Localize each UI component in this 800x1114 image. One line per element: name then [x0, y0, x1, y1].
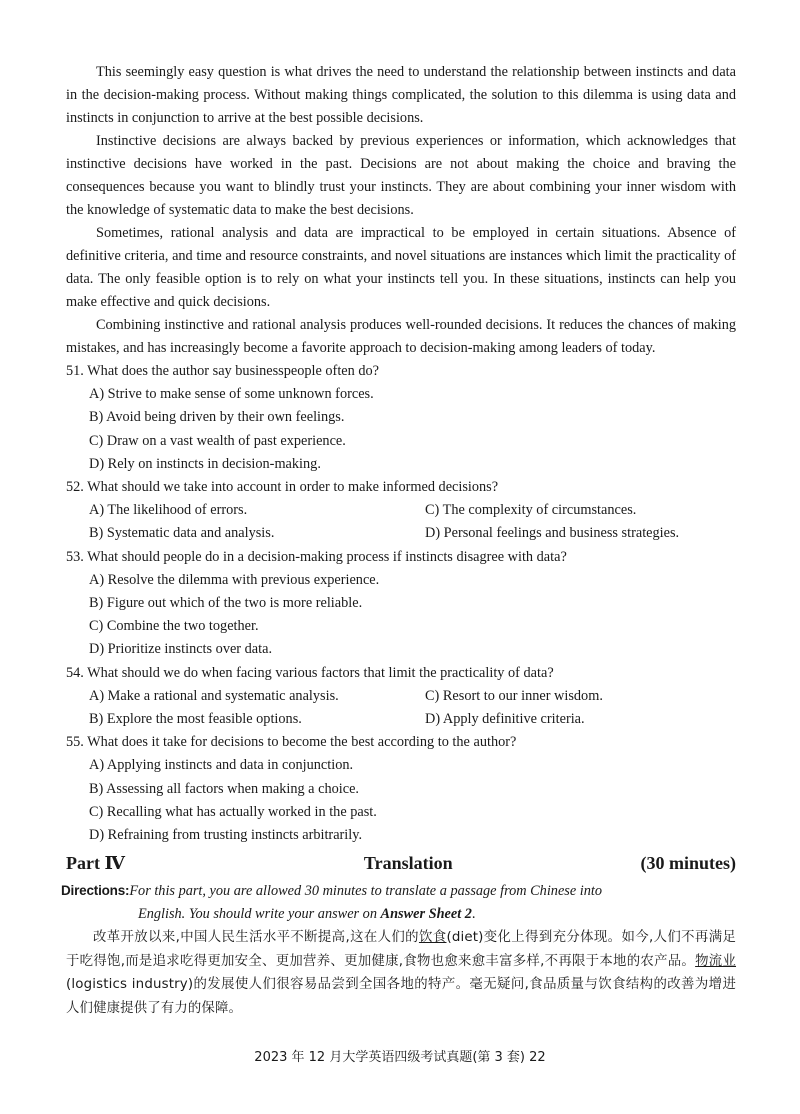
option-a: A) Applying instincts and data in conjunction.	[89, 757, 354, 774]
question-53	[66, 546, 736, 662]
option-row	[66, 685, 736, 708]
option-d: D) Rely on instincts in decision-making.	[89, 455, 321, 472]
option-b: B) Assessing all factors when making a choice.	[89, 780, 359, 797]
option-b: B) Avoid being driven by their own feelings.	[89, 409, 345, 426]
directions	[61, 879, 736, 926]
option-c: C) The complexity of circumstances.	[425, 502, 637, 519]
option-a: A) The likelihood of errors.	[89, 502, 248, 519]
question-stem: 51. What does the author say businesspeople often do?	[66, 363, 380, 379]
passage-paragraph: Combining instinctive and rational analysis produces well-rounded decisions. It reduces the chances of making mistakes, and has increasingly become a favorite approach to decision-making among leaders of today.	[66, 317, 736, 356]
part-title: Translation	[363, 853, 453, 874]
term-logistics-en: (logistics industry)	[66, 977, 194, 993]
translation-passage	[66, 926, 736, 1020]
option-b: B) Systematic data and analysis.	[89, 525, 275, 542]
option-c: C) Resort to our inner wisdom.	[425, 687, 603, 704]
question-51	[66, 360, 736, 476]
option-c: C) Combine the two together.	[89, 618, 259, 635]
option-a: A) Resolve the dilemma with previous experience.	[89, 571, 380, 588]
option-c: C) Draw on a vast wealth of past experience.	[89, 432, 346, 449]
directions-text: English. You should write your answer on	[138, 906, 381, 923]
option-d: D) Apply definitive criteria.	[425, 711, 585, 728]
option-b: B) Figure out which of the two is more reliable.	[89, 595, 363, 612]
exam-page	[61, 61, 737, 1020]
question-stem: 52. What should we take into account in order to make informed decisions?	[66, 479, 499, 496]
question-52	[66, 476, 736, 546]
option-c: C) Recalling what has actually worked in the past.	[89, 803, 377, 820]
part-label: Part Ⅳ	[66, 853, 125, 874]
directions-line-2	[66, 903, 736, 926]
directions-label: Directions:	[61, 883, 130, 899]
part-header	[66, 853, 736, 879]
option-row	[66, 708, 736, 731]
answer-sheet-ref: Answer Sheet 2	[380, 906, 472, 923]
question-55	[66, 731, 736, 847]
passage-paragraph: This seemingly easy question is what drives the need to understand the relationship between instincts and data in the decision-making process. Without making things complicated, the solution to this dilemma is using data and instincts in conjunction to arrive at the best possible decisions.	[66, 64, 736, 126]
part-time: (30 minutes)	[640, 853, 736, 874]
question-54	[66, 662, 736, 732]
passage-paragraph: Instinctive decisions are always backed by previous experiences or information, which acknowledges that instinctive decisions have worked in the past. Decisions are not about making the choice and braving the consequences because you want to blindly trust your instincts. They are about combining your inner wisdom with the knowledge of systematic data to make the best decisions.	[66, 133, 736, 218]
option-row	[66, 499, 736, 522]
chinese-text: 的发展使人们很容易品尝到全国各地的特产。毫无疑问,食品质量与饮食结构的改善为增进人们健康提供了有力的保障。	[66, 977, 736, 1016]
question-stem: 54. What should we do when facing various factors that limit the practicality of data?	[66, 664, 554, 681]
option-b: B) Explore the most feasible options.	[89, 711, 302, 728]
option-a: A) Make a rational and systematic analysis.	[89, 687, 339, 704]
option-d: D) Prioritize instincts over data.	[89, 641, 273, 658]
page-footer: 2023 年 12 月大学英语四级考试真题(第 3 套) 22	[254, 1050, 546, 1065]
option-row	[66, 522, 736, 545]
directions-text: For this part, you are allowed 30 minutes to translate a passage from Chinese into	[129, 883, 603, 900]
question-stem: 53. What should people do in a decision-making process if instincts disagree with data?	[66, 548, 567, 565]
reading-passage	[66, 61, 736, 360]
question-stem: 55. What does it take for decisions to become the best according to the author?	[66, 734, 517, 751]
term-diet: 饮食	[418, 930, 447, 946]
chinese-text: 改革开放以来,中国人民生活水平不断提高,这在人们的	[93, 930, 419, 946]
chinese-text: 变化上得到充分体现。如今,人们不再满足于吃得饱,而是追求吃得更加安全、更加营养、更加健康,食物也愈来愈丰富多样,不再限于本地的农产品。	[66, 930, 737, 969]
option-a: A) Strive to make sense of some unknown forces.	[89, 386, 374, 403]
term-diet-en: (diet)	[446, 930, 484, 946]
option-d: D) Personal feelings and business strategies.	[425, 525, 680, 542]
passage-paragraph: Sometimes, rational analysis and data are impractical to be employed in certain situations. Absence of definitive criteria, and time and resource constraints, and novel situations are instances which limit the practicality of data. The only feasible option is to rely on what your instincts tell you. In these situations, instincts can help you make effective and quick decisions.	[66, 225, 736, 310]
option-d: D) Refraining from trusting instincts arbitrarily.	[89, 827, 363, 844]
term-logistics: 物流业	[695, 953, 737, 969]
directions-end: .	[471, 906, 476, 923]
